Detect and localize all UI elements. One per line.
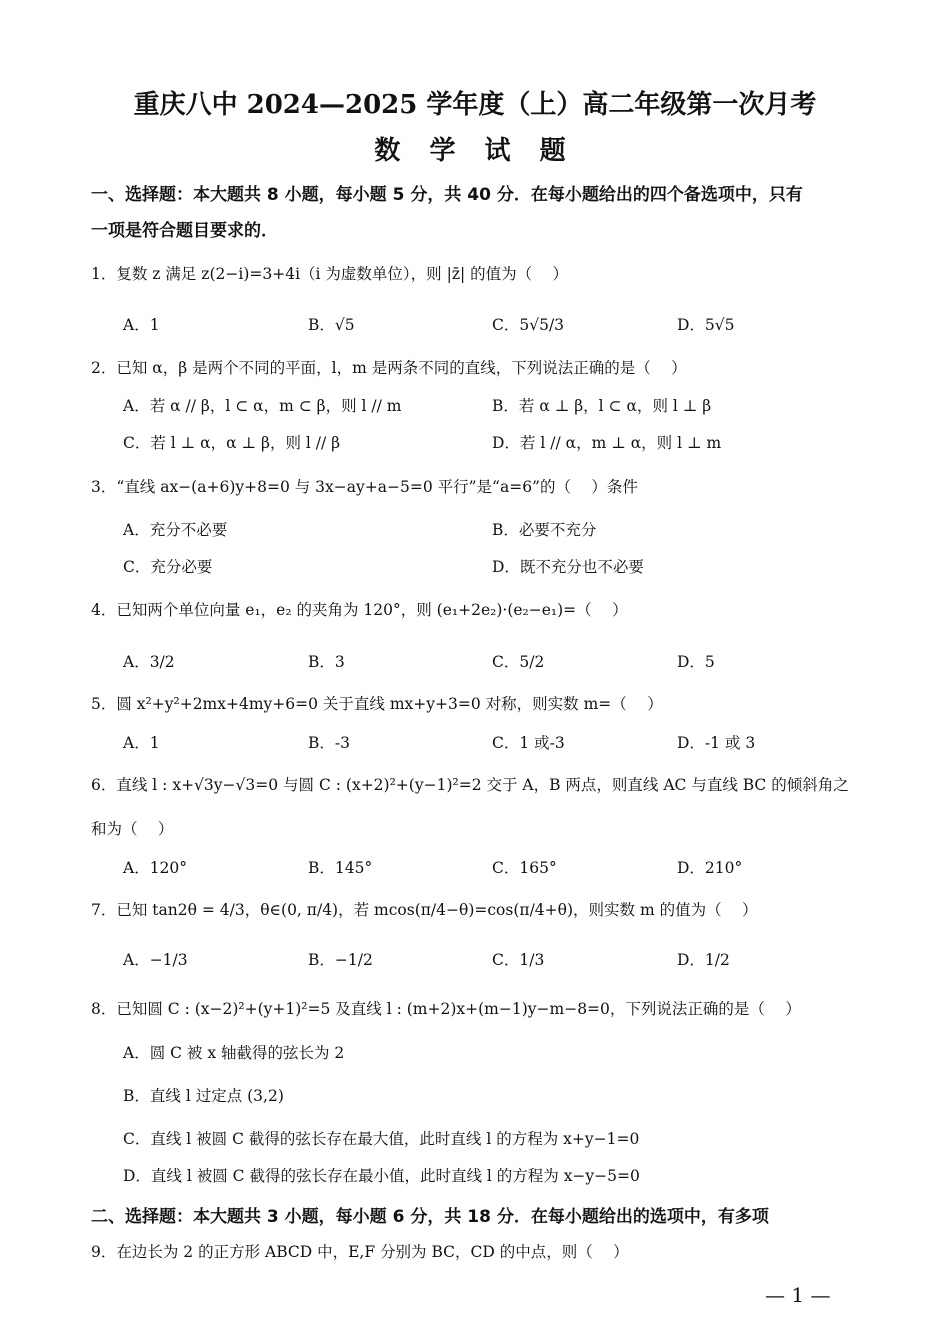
q4-option-d: D．5 bbox=[677, 653, 715, 671]
question-8-stem: 8．已知圆 C : (x−2)²+(y+1)²=5 及直线 l : (m+2)x+(m−1)y−m−8=0，下列说法正确的是（ ） bbox=[91, 1000, 801, 1018]
question-6-stem-cont: 和为（ ） bbox=[91, 820, 174, 838]
question-5-stem: 5．圆 x²+y²+2mx+4my+6=0 关于直线 mx+y+3=0 对称，则实数 m=（ ） bbox=[91, 695, 663, 713]
q3-option-d: D．既不充分也不必要 bbox=[492, 558, 644, 576]
q1-option-c: C．5√5/3 bbox=[492, 316, 565, 334]
question-2-stem: 2．已知 α，β 是两个不同的平面，l，m 是两条不同的直线，下列说法正确的是（ ） bbox=[91, 359, 687, 377]
q6-option-c: C．165° bbox=[492, 859, 557, 877]
q1-option-d: D．5√5 bbox=[677, 316, 735, 334]
q8-option-d: D．直线 l 被圆 C 截得的弦长存在最小值，此时直线 l 的方程为 x−y−5=0 bbox=[123, 1167, 640, 1185]
q6-option-a: A．120° bbox=[123, 859, 188, 877]
q7-option-b: B．−1/2 bbox=[308, 951, 373, 969]
q7-option-d: D．1/2 bbox=[677, 951, 730, 969]
question-1-stem: 1．复数 z 满足 z(2−i)=3+4i（i 为虚数单位），则 |z̄| 的值为（ ） bbox=[91, 265, 569, 283]
q5-option-a: A．1 bbox=[123, 734, 160, 752]
section1-heading-line2: 一项是符合题目要求的． bbox=[91, 221, 278, 241]
q1-option-b: B．√5 bbox=[308, 316, 355, 334]
q7-option-a: A．−1/3 bbox=[123, 951, 188, 969]
page-number: — 1 — bbox=[765, 1283, 831, 1307]
q6-option-b: B．145° bbox=[308, 859, 373, 877]
q3-option-b: B．必要不充分 bbox=[492, 521, 597, 539]
question-7-stem: 7．已知 tan2θ = 4/3，θ∈(0, π/4)，若 mcos(π/4−θ)=cos(π/4+θ)，则实数 m 的值为（ ） bbox=[91, 901, 758, 919]
exam-subtitle: 数 学 试 题 bbox=[374, 136, 576, 166]
q8-option-a: A．圆 C 被 x 轴截得的弦长为 2 bbox=[123, 1044, 345, 1062]
q5-option-d: D．-1 或 3 bbox=[677, 734, 756, 752]
q2-option-d: D．若 l // α，m ⊥ α，则 l ⊥ m bbox=[492, 434, 722, 452]
question-9-stem: 9．在边长为 2 的正方形 ABCD 中，E,F 分别为 BC，CD 的中点，则（ ） bbox=[91, 1243, 629, 1261]
section2-heading: 二、选择题：本大题共 3 小题，每小题 6 分，共 18 分．在每小题给出的选项中，有多项 bbox=[91, 1207, 769, 1227]
q2-option-b: B．若 α ⊥ β，l ⊂ α，则 l ⊥ β bbox=[492, 397, 712, 415]
q5-option-b: B．-3 bbox=[308, 734, 350, 752]
q6-option-d: D．210° bbox=[677, 859, 743, 877]
q4-option-b: B．3 bbox=[308, 653, 345, 671]
q8-option-b: B．直线 l 过定点 (3,2) bbox=[123, 1087, 284, 1105]
q1-option-a: A．1 bbox=[123, 316, 160, 334]
exam-title: 重庆八中 2024—2025 学年度（上）高二年级第一次月考 bbox=[133, 90, 817, 120]
question-6-stem: 6．直线 l : x+√3y−√3=0 与圆 C : (x+2)²+(y−1)²=2 交于 A，B 两点，则直线 AC 与直线 BC 的倾斜角之 bbox=[91, 776, 849, 794]
q4-option-a: A．3/2 bbox=[123, 653, 175, 671]
q4-option-c: C．5/2 bbox=[492, 653, 545, 671]
q2-option-c: C．若 l ⊥ α，α ⊥ β，则 l // β bbox=[123, 434, 341, 452]
q7-option-c: C．1/3 bbox=[492, 951, 545, 969]
question-3-stem: 3．“直线 ax−(a+6)y+8=0 与 3x−ay+a−5=0 平行”是“a=6”的（ ）条件 bbox=[91, 478, 638, 496]
section1-heading-line1: 一、选择题：本大题共 8 小题，每小题 5 分，共 40 分．在每小题给出的四个备选项中，只有 bbox=[91, 185, 803, 205]
q2-option-a: A．若 α // β，l ⊂ α，m ⊂ β，则 l // m bbox=[123, 397, 402, 415]
q5-option-c: C．1 或-3 bbox=[492, 734, 565, 752]
q8-option-c: C．直线 l 被圆 C 截得的弦长存在最大值，此时直线 l 的方程为 x+y−1=0 bbox=[123, 1130, 640, 1148]
q3-option-a: A．充分不必要 bbox=[123, 521, 228, 539]
q3-option-c: C．充分必要 bbox=[123, 558, 213, 576]
question-4-stem: 4．已知两个单位向量 e₁，e₂ 的夹角为 120°，则 (e₁+2e₂)·(e₂−e₁)=（ ） bbox=[91, 601, 628, 619]
